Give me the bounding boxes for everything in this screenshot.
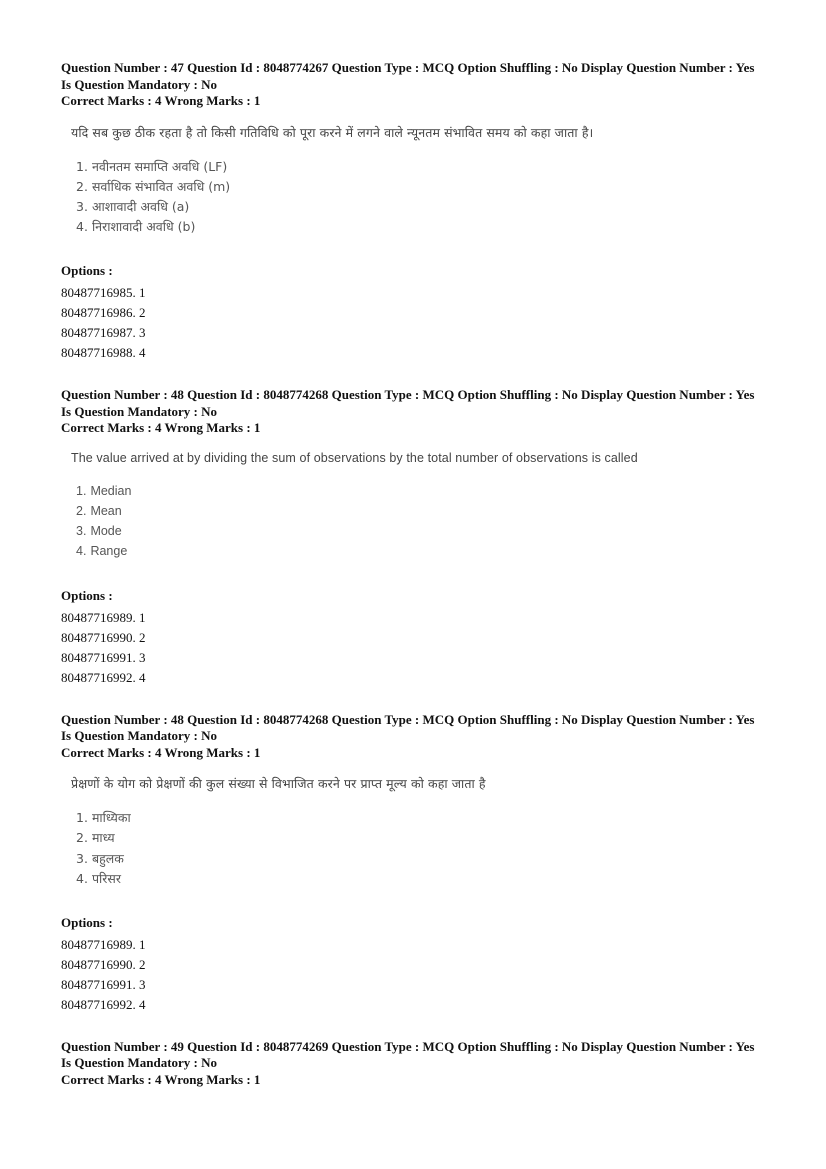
choice-text: Range	[90, 544, 128, 559]
question-paper-page	[61, 60, 773, 1112]
choice-item	[76, 501, 773, 521]
question-marks: Correct Marks : 4 Wrong Marks : 1	[61, 744, 261, 760]
choice-text: आशावादी अवधि (a)	[91, 198, 190, 214]
option-id: 80487716987. 3	[61, 325, 146, 341]
choice-text: निराशावादी अवधि (b)	[91, 219, 196, 235]
choice-text: माध्य	[91, 830, 115, 846]
choice-item	[76, 197, 773, 217]
option-id: 80487716991. 3	[61, 649, 146, 665]
question-header: Question Number : 48 Question Id : 8048774268 Question Type : MCQ Option Shuffling : No Display Question Number : Yes	[61, 387, 755, 403]
choice-text: माध्यिका	[91, 810, 131, 826]
question-block-49	[61, 1039, 773, 1089]
question-image	[71, 775, 773, 889]
options-heading: Options :	[61, 914, 113, 930]
choice-item	[76, 541, 773, 561]
question-text: प्रेक्षणों के योग को प्रेक्षणों की कुल संख्या से विभाजित करने पर प्राप्त मूल्य को कहा जाता है	[71, 776, 486, 792]
options-heading: Options :	[61, 587, 113, 603]
question-mandatory: Is Question Mandatory : No	[61, 403, 218, 419]
question-mandatory: Is Question Mandatory : No	[61, 1055, 218, 1071]
question-block-48-hi	[61, 712, 773, 1015]
choice-number: 4.	[76, 219, 88, 235]
question-text: The value arrived at by dividing the sum of observations by the total number of observations is called	[71, 450, 638, 465]
option-id: 80487716992. 4	[61, 996, 146, 1012]
choice-number: 1.	[76, 810, 88, 826]
question-marks: Correct Marks : 4 Wrong Marks : 1	[61, 93, 261, 108]
choice-number: 1.	[76, 158, 88, 174]
option-id: 80487716989. 1	[61, 609, 146, 625]
options-heading: Options :	[61, 263, 113, 279]
question-image	[71, 124, 773, 238]
choice-item	[76, 481, 773, 501]
option-id: 80487716990. 2	[61, 956, 146, 972]
option-id: 80487716992. 4	[61, 669, 146, 685]
choice-number: 2.	[76, 178, 88, 194]
choice-number: 4.	[76, 870, 88, 886]
choice-list	[71, 808, 773, 889]
option-id-list	[61, 608, 773, 688]
question-meta	[61, 712, 773, 762]
choice-number: 2.	[76, 504, 87, 519]
choice-number: 3.	[76, 850, 88, 866]
choice-text: नवीनतम समाप्ति अवधि (LF)	[91, 158, 228, 174]
choice-number: 3.	[76, 198, 88, 214]
choice-item	[76, 177, 773, 197]
option-id: 80487716989. 1	[61, 936, 146, 952]
question-header: Question Number : 49 Question Id : 8048774269 Question Type : MCQ Option Shuffling : No Display Question Number : Yes	[61, 1038, 755, 1054]
option-id: 80487716985. 1	[61, 285, 146, 301]
choice-number: 2.	[76, 830, 88, 846]
choice-text: परिसर	[91, 870, 121, 886]
option-id: 80487716986. 2	[61, 305, 146, 321]
choice-list	[71, 157, 773, 238]
choice-text: सर्वाधिक संभावित अवधि (m)	[91, 178, 231, 194]
choice-text: बहुलक	[91, 850, 124, 866]
choice-item	[76, 869, 773, 889]
question-header: Question Number : 47 Question Id : 8048774267 Question Type : MCQ Option Shuffling : No Display Question Number : Yes	[61, 60, 755, 75]
question-marks: Correct Marks : 4 Wrong Marks : 1	[61, 420, 261, 436]
option-id-list	[61, 283, 773, 363]
choice-item	[76, 849, 773, 869]
choice-number: 4.	[76, 544, 87, 559]
option-id-list	[61, 935, 773, 1015]
choice-item	[76, 521, 773, 541]
choice-text: Mean	[90, 504, 122, 519]
choice-item	[76, 828, 773, 848]
question-marks: Correct Marks : 4 Wrong Marks : 1	[61, 1071, 261, 1087]
choice-number: 1.	[76, 483, 87, 498]
question-image	[71, 451, 773, 562]
question-block-47	[61, 60, 773, 363]
option-id: 80487716991. 3	[61, 976, 146, 992]
question-meta	[61, 60, 773, 110]
choice-item	[76, 217, 773, 237]
option-id: 80487716990. 2	[61, 629, 146, 645]
question-meta	[61, 1039, 773, 1089]
question-mandatory: Is Question Mandatory : No	[61, 728, 218, 744]
choice-text: Mode	[90, 524, 122, 539]
question-mandatory: Is Question Mandatory : No	[61, 76, 218, 92]
question-block-48-en	[61, 387, 773, 687]
choice-list	[71, 481, 773, 562]
choice-number: 3.	[76, 524, 87, 539]
option-id: 80487716988. 4	[61, 345, 146, 361]
choice-item	[76, 157, 773, 177]
question-header: Question Number : 48 Question Id : 8048774268 Question Type : MCQ Option Shuffling : No Display Question Number : Yes	[61, 711, 755, 727]
question-text: यदि सब कुछ ठीक रहता है तो किसी गतिविधि को पूरा करने में लगने वाले न्यूनतम संभावित समय को कहा जाता है।	[71, 124, 594, 140]
question-meta	[61, 387, 773, 437]
choice-text: Median	[90, 483, 132, 498]
choice-item	[76, 808, 773, 828]
